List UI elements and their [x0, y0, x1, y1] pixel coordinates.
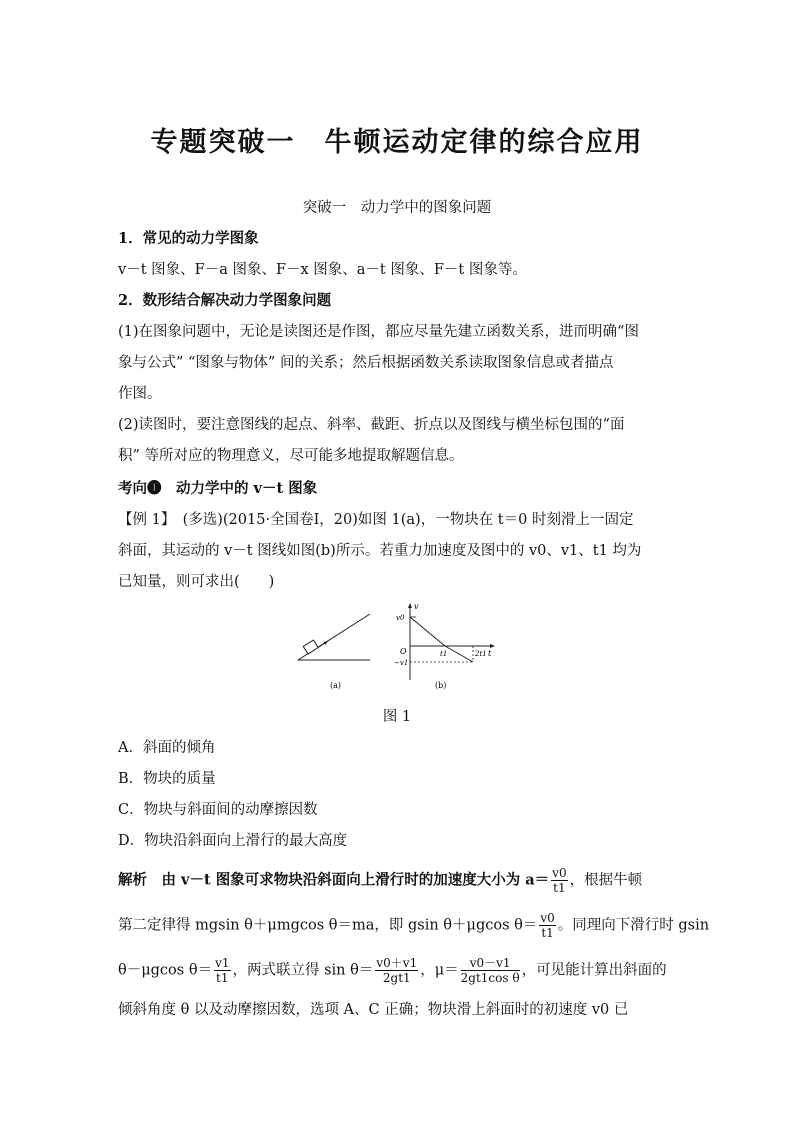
option-a: A．斜面的倾角 — [118, 740, 216, 756]
fraction-mu: $\frac{v0-v1}{\text{2gt1cos θ}}$ — [460, 956, 520, 985]
label-a: (a) — [330, 681, 342, 690]
kaoxiang-heading: 考向❶ 动力学中的 v－t 图象 — [118, 480, 318, 497]
solution-line-4: 倾斜角度 θ 以及动摩擦因数，选项 A、C 正确；物块滑上斜面时的初速度 v0 已 — [118, 1002, 629, 1018]
fraction-down: $\frac{v1}{t1}$ — [215, 956, 230, 985]
example-line-2: 斜面，其运动的 v－t 图线如图(b)所示。若重力加速度及图中的 v0、v1、t1 均为 — [118, 543, 642, 559]
option-b: B．物块的质量 — [118, 771, 216, 787]
fraction-a: $\frac{v0}{t1}$ — [552, 866, 567, 895]
option-d: D．物块沿斜面向上滑行的最大高度 — [118, 833, 348, 849]
figure-caption: 图 1 — [382, 709, 412, 725]
paragraph-2-line-1: (1)在图象问题中，无论是读图还是作图，都应尽量先建立函数关系，进而明确“图 — [118, 324, 639, 340]
heading-2: 2．数形结合解决动力学图象问题 — [118, 292, 332, 309]
fraction-up: $\frac{v0}{t1}$ — [540, 911, 555, 940]
figure-1 — [290, 600, 500, 695]
heading-1: 1．常见的动力学图象 — [118, 230, 259, 247]
label-origin: O — [400, 647, 407, 656]
section-heading: 突破一 动力学中的图象问题 — [302, 200, 492, 216]
paragraph-2-line-2: 象与公式” “图象与物体” 间的关系；然后根据函数关系读取图象信息或者描点 — [118, 355, 614, 371]
vt-graph — [394, 602, 495, 690]
solution-line-1: 解析 由 v－t 图象可求物块沿斜面向上滑行时的加速度大小为 a＝ $\frac{v0}{t1}$ ，根据牛顿 — [118, 866, 643, 895]
label-v: v — [414, 602, 419, 611]
label-t1: t1 — [440, 650, 448, 658]
label-2t1: 2t1 — [475, 650, 487, 658]
paragraph-1: v－t 图象、F－a 图象、F－x 图象、a－t 图象、F－t 图象等。 — [118, 262, 527, 278]
fraction-sin: $\frac{v0+v1}{2gt1}$ — [376, 956, 418, 985]
solution-line-2: 第二定律得 mgsin θ＋μmgcos θ＝ma，即 gsin θ＋μgcos θ＝ $\frac{v0}{t1}$ 。同理向下滑行时 gsin — [118, 911, 710, 940]
example-line-1: 【例 1】 (多选)(2015·全国卷Ⅰ，20)如图 1(a)，一物块在 t＝0 时刻滑上一固定 — [118, 512, 634, 528]
label-minus-v1: −v1 — [394, 659, 409, 667]
label-t: t — [488, 649, 492, 658]
paragraph-3-line-2: 积” 等所对应的物理意义，尽可能多地提取解题信息。 — [118, 448, 464, 464]
solution-line-3: θ－μgcos θ＝ $\frac{v1}{t1}$ ，两式联立得 sin θ＝ $\frac{v0+v1}{2gt1}$ ，μ＝ $\frac{v0-v1}{\text{2gt1cos θ}}$ ，可见能计算出斜面的 — [118, 956, 667, 985]
block-shape — [303, 640, 318, 654]
paragraph-2-line-3: 作图。 — [118, 386, 162, 402]
label-b: (b) — [435, 681, 447, 690]
example-line-3: 已知量，则可求出( ) — [118, 574, 275, 590]
incline-diagram — [298, 614, 370, 690]
label-v0: v0 — [396, 614, 405, 622]
option-c: C．物块与斜面间的动摩擦因数 — [118, 802, 318, 818]
paragraph-3-line-1: (2)读图时，要注意图线的起点、斜率、截距、折点以及图线与横坐标包围的“面 — [118, 417, 625, 433]
page-title: 专题突破一 牛顿运动定律的综合应用 — [150, 127, 644, 158]
